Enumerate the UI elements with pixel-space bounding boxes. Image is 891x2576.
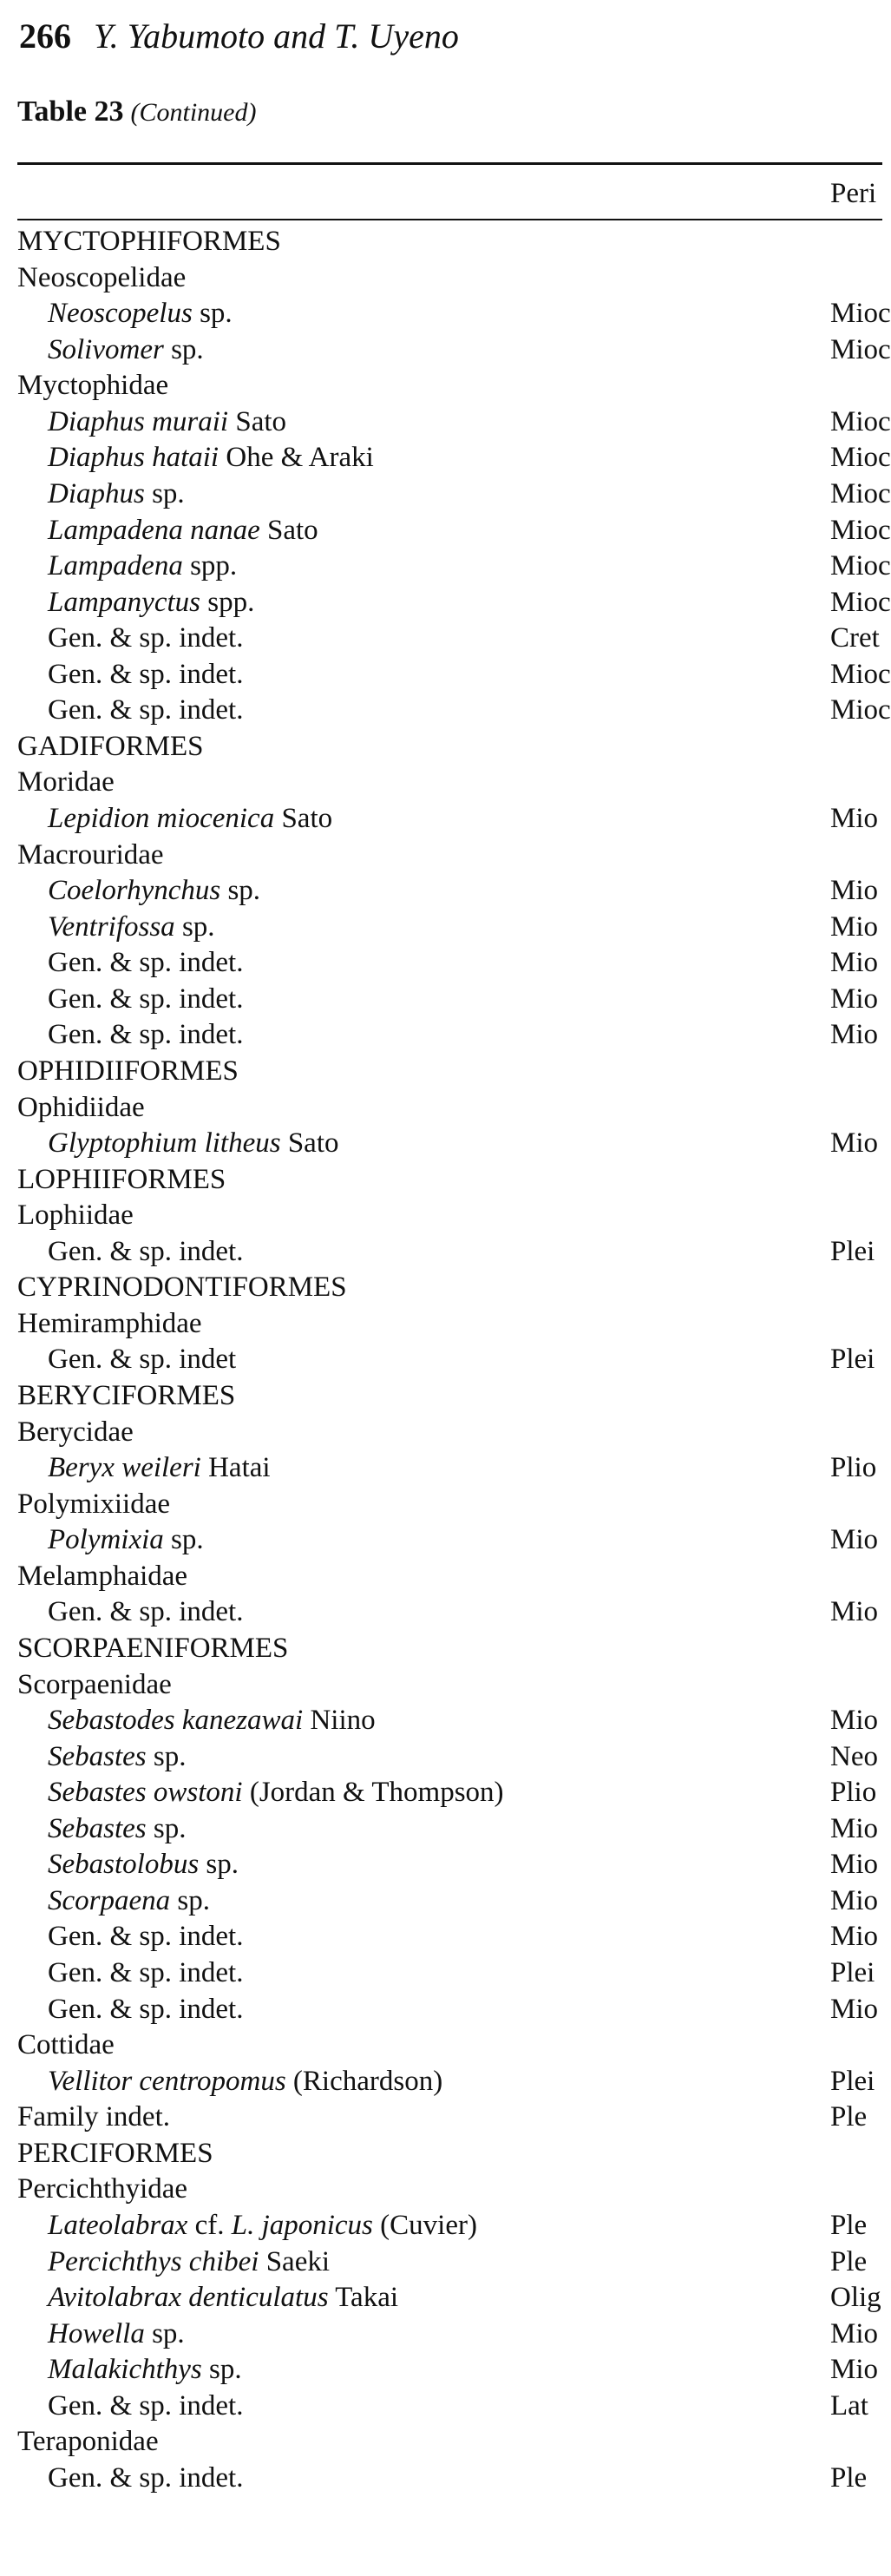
- taxon-italic: Beryx weileri: [48, 1452, 201, 1484]
- taxon-name: [48, 1847, 239, 1883]
- period-cell: Mio: [830, 947, 879, 979]
- taxon-name: [48, 2461, 243, 2497]
- taxon-roman: Melamphaidae: [17, 1560, 188, 1592]
- taxon-roman: Ohe & Araki: [219, 442, 374, 474]
- taxon-name: [48, 332, 204, 369]
- taxon-italic: Ventrifossa: [48, 910, 175, 943]
- taxon-roman: Cottidae: [17, 2029, 115, 2061]
- taxon-name: [48, 1811, 187, 1848]
- taxon-group-row: [0, 1054, 882, 1090]
- taxon-italic: Lepidion miocenica: [48, 803, 275, 834]
- taxon-name: [48, 693, 243, 729]
- taxon-roman: Gen. & sp. indet.: [48, 1921, 244, 1953]
- period-cell: Plei: [830, 1235, 875, 1267]
- taxon-row: [0, 1883, 882, 1920]
- taxon-name: [48, 1992, 243, 2028]
- taxon-roman: CYPRINODONTIFORMES: [17, 1272, 347, 1304]
- taxon-roman: GADIFORMES: [17, 730, 204, 762]
- taxon-italic: Malakichthys: [48, 2354, 202, 2386]
- taxon-row: [0, 1234, 882, 1271]
- taxon-roman: sp.: [201, 2354, 242, 2386]
- taxon-name: [17, 1306, 202, 1343]
- taxon-roman: Scorpaenidae: [17, 1668, 172, 1700]
- taxon-name: [48, 873, 260, 910]
- taxon-group-row: [0, 1631, 882, 1667]
- taxon-roman: Percichthyidae: [17, 2173, 188, 2205]
- taxon-group-row: [0, 1306, 882, 1343]
- period-cell: Mioc: [830, 550, 891, 582]
- column-header-period: Peri: [830, 178, 877, 209]
- taxon-roman: Polymixiidae: [17, 1488, 170, 1520]
- taxon-name: [48, 585, 254, 621]
- taxon-name: [48, 476, 185, 513]
- taxon-roman: sp.: [144, 2317, 185, 2349]
- taxon-name: [17, 260, 186, 297]
- period-cell: Plei: [830, 2065, 875, 2097]
- period-cell: Mio: [830, 2317, 879, 2349]
- taxon-row: [0, 1992, 882, 2028]
- taxon-roman: Gen. & sp. indet.: [48, 694, 244, 726]
- taxon-row: [0, 476, 891, 513]
- period-cell: Mioc: [830, 694, 891, 726]
- taxon-row: [0, 1703, 882, 1739]
- period-cell: Mio: [830, 875, 879, 907]
- taxon-roman: Macrouridae: [17, 838, 164, 871]
- taxon-group-row: [0, 1270, 882, 1306]
- taxon-name: [48, 1594, 243, 1631]
- taxon-group-row: [0, 765, 882, 801]
- taxon-group-row: [0, 2424, 882, 2461]
- period-cell: Mio: [830, 1849, 879, 1881]
- taxon-group-row: [0, 1559, 882, 1595]
- taxon-row: [0, 910, 882, 946]
- taxon-roman: (Jordan & Thompson): [242, 1777, 504, 1809]
- taxon-name: [48, 1234, 243, 1271]
- taxon-row: [0, 1450, 882, 1487]
- taxon-group-row: [0, 368, 882, 404]
- period-cell: Mio: [830, 1993, 879, 2025]
- taxon-roman: spp.: [182, 550, 238, 582]
- taxon-name: [17, 1631, 288, 1667]
- taxon-group-row: [0, 2100, 882, 2136]
- period-cell: Ple: [830, 2209, 868, 2241]
- taxon-row: [0, 693, 891, 729]
- taxon-group-row: [0, 260, 882, 297]
- taxon-italic: Sebastodes kanezawai: [48, 1705, 304, 1737]
- taxon-name: [48, 296, 233, 332]
- taxon-group-row: [0, 1378, 882, 1415]
- taxon-italic: Sebastes: [48, 1740, 147, 1772]
- taxon-roman: BERYCIFORMES: [17, 1380, 236, 1411]
- period-cell: Plei: [830, 1957, 875, 1988]
- taxon-italic: Lampadena nanae: [48, 514, 260, 546]
- taxon-italic: Vellitor centropomus: [48, 2065, 286, 2097]
- table-continued-note: (Continued): [130, 98, 257, 127]
- taxon-roman: Neoscopelidae: [17, 261, 187, 293]
- taxon-row: [0, 982, 882, 1018]
- taxon-italic: Lateolabrax: [48, 2209, 188, 2241]
- taxon-roman: (Richardson): [285, 2065, 443, 2097]
- taxon-row: [0, 945, 882, 982]
- taxon-name: [48, 2280, 398, 2316]
- taxon-row: [0, 1775, 882, 1811]
- period-cell: Mio: [830, 2354, 879, 2386]
- taxon-roman: sp.: [174, 910, 215, 943]
- taxon-name: [48, 1450, 271, 1487]
- period-cell: Plei: [830, 1344, 875, 1376]
- taxon-roman: Sato: [259, 514, 318, 546]
- period-cell: Mio: [830, 1812, 879, 1844]
- period-cell: Mio: [830, 803, 879, 834]
- taxon-group-row: [0, 224, 882, 260]
- taxon-name: [17, 2172, 187, 2208]
- taxon-roman: Sato: [228, 405, 287, 437]
- taxon-italic: Sebastolobus: [48, 1849, 200, 1881]
- taxon-group-row: [0, 2172, 882, 2208]
- taxon-name: [48, 657, 243, 693]
- taxon-row: [0, 1342, 882, 1378]
- taxon-roman: Sato: [280, 1127, 339, 1160]
- taxon-name: [17, 1090, 145, 1127]
- taxon-name: [48, 2352, 242, 2389]
- page-number: 266: [19, 16, 71, 56]
- taxon-italic: L. japonicus: [231, 2209, 373, 2241]
- taxon-roman: Gen. & sp. indet.: [48, 2389, 244, 2422]
- taxon-row: [0, 2280, 882, 2316]
- taxon-roman: OPHIDIIFORMES: [17, 1055, 239, 1087]
- period-cell: Mio: [830, 1884, 879, 1916]
- taxon-group-row: [0, 838, 882, 874]
- period-cell: Mio: [830, 1705, 879, 1737]
- period-cell: Mio: [830, 1127, 879, 1160]
- taxon-roman: sp.: [163, 333, 204, 365]
- period-cell: Mioc: [830, 514, 891, 546]
- taxon-name: [17, 729, 204, 766]
- taxon-name: [48, 404, 286, 441]
- authors: Y. Yabumoto and T. Uyeno: [94, 16, 459, 56]
- taxon-roman: Hemiramphidae: [17, 1307, 202, 1339]
- taxon-name: [48, 801, 332, 838]
- taxon-roman: Niino: [303, 1705, 376, 1737]
- taxon-roman: PERCIFORMES: [17, 2137, 213, 2169]
- period-cell: Mioc: [830, 586, 891, 618]
- taxon-name: [48, 1703, 376, 1739]
- taxon-name: [48, 2244, 330, 2281]
- table-top-rule: [17, 162, 882, 165]
- taxon-group-row: [0, 1667, 882, 1704]
- period-cell: Mio: [830, 1524, 879, 1556]
- taxon-name: [17, 1559, 187, 1595]
- taxon-name: [48, 1955, 243, 1992]
- period-cell: Mio: [830, 1019, 879, 1051]
- taxon-roman: sp.: [146, 1740, 187, 1772]
- taxon-name: [17, 1415, 134, 1451]
- taxon-row: [0, 513, 891, 549]
- taxon-name: [17, 2424, 159, 2461]
- taxon-roman: Gen. & sp. indet.: [48, 1235, 244, 1267]
- taxon-row: [0, 2208, 882, 2244]
- taxon-roman: sp.: [220, 875, 261, 907]
- taxon-name: [48, 1883, 210, 1920]
- taxon-row: [0, 1847, 882, 1883]
- taxon-italic: Glyptophium litheus: [48, 1127, 281, 1160]
- taxon-row: [0, 1955, 882, 1992]
- taxon-name: [17, 1162, 226, 1199]
- taxon-name: [17, 1054, 239, 1090]
- taxon-name: [17, 224, 281, 260]
- period-cell: Mioc: [830, 405, 891, 437]
- taxon-group-row: [0, 1487, 882, 1523]
- taxon-row: [0, 585, 891, 621]
- taxon-roman: Lophiidae: [17, 1199, 134, 1232]
- taxon-italic: Neoscopelus: [48, 298, 193, 330]
- taxon-group-row: [0, 1198, 882, 1234]
- taxon-name: [48, 2064, 442, 2100]
- taxon-name: [48, 1739, 187, 1776]
- period-cell: Cret: [830, 622, 880, 654]
- taxon-roman: Gen. & sp. indet.: [48, 982, 244, 1015]
- taxon-italic: Percichthys chibei: [48, 2245, 259, 2277]
- table-body: [0, 224, 891, 2496]
- taxon-roman: MYCTOPHIFORMES: [17, 226, 281, 257]
- taxon-roman: Myctophidae: [17, 370, 169, 402]
- taxon-roman: Gen. & sp. indet.: [48, 1596, 244, 1628]
- taxon-name: [17, 1198, 134, 1234]
- period-cell: Mio: [830, 982, 879, 1015]
- taxon-row: [0, 1126, 882, 1162]
- taxon-name: [17, 1378, 235, 1415]
- taxon-name: [48, 621, 243, 657]
- taxon-name: [17, 2027, 115, 2064]
- taxon-name: [48, 1342, 236, 1378]
- taxon-italic: Howella: [48, 2317, 145, 2349]
- taxon-roman: Takai: [328, 2282, 399, 2314]
- period-cell: Neo: [830, 1740, 878, 1772]
- period-cell: Lat: [830, 2389, 868, 2422]
- taxon-roman: Family indet.: [17, 2101, 170, 2133]
- taxon-group-row: [0, 1415, 882, 1451]
- taxon-name: [48, 513, 318, 549]
- table-caption: [17, 95, 257, 128]
- taxon-name: [17, 838, 164, 874]
- period-cell: Ple: [830, 2461, 868, 2494]
- period-cell: Mioc: [830, 442, 891, 474]
- taxon-row: [0, 1017, 882, 1054]
- period-cell: Mio: [830, 910, 879, 943]
- taxon-row: [0, 1811, 882, 1848]
- taxon-roman: Berycidae: [17, 1416, 134, 1448]
- taxon-name: [17, 1487, 170, 1523]
- table-label: Table 23: [17, 95, 124, 128]
- taxon-roman: sp.: [146, 1812, 187, 1844]
- taxon-roman: Gen. & sp. indet: [48, 1344, 237, 1376]
- taxon-row: [0, 801, 882, 838]
- taxon-roman: cf.: [187, 2209, 232, 2241]
- taxon-italic: Lampadena: [48, 550, 183, 582]
- taxon-group-row: [0, 1162, 882, 1199]
- taxon-italic: Scorpaena: [48, 1884, 171, 1916]
- taxon-roman: sp.: [170, 1884, 210, 1916]
- taxon-row: [0, 2352, 882, 2389]
- taxon-row: [0, 2316, 882, 2353]
- taxon-group-row: [0, 729, 882, 766]
- taxon-row: [0, 657, 891, 693]
- period-cell: Mioc: [830, 298, 891, 330]
- taxon-italic: Diaphus muraii: [48, 405, 229, 437]
- taxon-roman: Gen. & sp. indet.: [48, 1019, 244, 1051]
- taxon-group-row: [0, 2136, 882, 2172]
- taxon-italic: Diaphus hataii: [48, 442, 219, 474]
- taxon-name: [48, 945, 243, 982]
- taxon-italic: Polymixia: [48, 1524, 164, 1556]
- taxon-italic: Lampanyctus: [48, 586, 200, 618]
- taxon-group-row: [0, 1090, 882, 1127]
- taxon-roman: Gen. & sp. indet.: [48, 658, 244, 690]
- taxon-name: [48, 2389, 243, 2425]
- taxon-name: [17, 765, 115, 801]
- running-head: [19, 16, 459, 56]
- taxon-roman: Saeki: [259, 2245, 331, 2277]
- taxon-row: [0, 1522, 882, 1559]
- taxon-name: [17, 2100, 170, 2136]
- period-cell: Plio: [830, 1452, 877, 1484]
- taxon-row: [0, 296, 891, 332]
- taxon-group-row: [0, 2027, 882, 2064]
- taxon-name: [17, 2136, 213, 2172]
- taxon-name: [48, 2316, 185, 2353]
- taxon-row: [0, 2244, 882, 2281]
- taxon-roman: Teraponidae: [17, 2426, 159, 2458]
- taxon-name: [48, 549, 237, 585]
- taxon-row: [0, 2461, 882, 2497]
- taxon-name: [48, 1919, 243, 1955]
- taxon-row: [0, 440, 891, 476]
- taxon-roman: Hatai: [200, 1452, 271, 1484]
- taxon-name: [48, 1775, 504, 1811]
- taxon-roman: SCORPAENIFORMES: [17, 1632, 289, 1664]
- period-cell: Mio: [830, 1921, 879, 1953]
- taxon-roman: sp.: [192, 298, 233, 330]
- taxon-row: [0, 1594, 882, 1631]
- taxon-roman: sp.: [163, 1524, 204, 1556]
- taxon-roman: Gen. & sp. indet.: [48, 1993, 244, 2025]
- taxon-roman: Moridae: [17, 766, 115, 798]
- taxon-row: [0, 1739, 882, 1776]
- taxon-roman: Gen. & sp. indet.: [48, 947, 244, 979]
- taxon-roman: Gen. & sp. indet.: [48, 622, 244, 654]
- period-cell: Mio: [830, 1596, 879, 1628]
- taxon-row: [0, 873, 882, 910]
- taxon-name: [48, 1126, 338, 1162]
- period-cell: Plio: [830, 1777, 877, 1809]
- taxon-roman: Ophidiidae: [17, 1091, 145, 1123]
- taxon-row: [0, 1919, 882, 1955]
- taxon-name: [48, 440, 374, 476]
- taxon-roman: sp.: [144, 477, 185, 509]
- taxon-name: [17, 1667, 172, 1704]
- period-cell: Mioc: [830, 477, 891, 509]
- period-cell: Mioc: [830, 658, 891, 690]
- period-cell: Mioc: [830, 333, 891, 365]
- taxon-italic: Sebastes: [48, 1812, 147, 1844]
- taxon-roman: Gen. & sp. indet.: [48, 2461, 244, 2494]
- taxon-row: [0, 621, 882, 657]
- taxon-roman: sp.: [199, 1849, 239, 1881]
- taxon-italic: Sebastes owstoni: [48, 1777, 243, 1809]
- taxon-name: [48, 982, 243, 1018]
- taxon-name: [48, 910, 215, 946]
- taxon-italic: Coelorhynchus: [48, 875, 221, 907]
- taxon-name: [48, 1017, 243, 1054]
- taxon-row: [0, 549, 891, 585]
- taxon-row: [0, 332, 891, 369]
- taxon-roman: Gen. & sp. indet.: [48, 1957, 244, 1988]
- taxon-roman: Sato: [274, 803, 333, 834]
- period-cell: Ple: [830, 2245, 868, 2277]
- taxon-italic: Solivomer: [48, 333, 164, 365]
- taxon-italic: Avitolabrax denticulatus: [48, 2282, 329, 2314]
- taxon-row: [0, 404, 891, 441]
- taxon-roman: (Cuvier): [372, 2209, 477, 2241]
- taxon-italic: Diaphus: [48, 477, 145, 509]
- taxon-roman: LOPHIIFORMES: [17, 1163, 226, 1195]
- taxon-row: [0, 2389, 882, 2425]
- taxon-name: [17, 1270, 347, 1306]
- table-header-rule: [17, 219, 882, 220]
- taxon-roman: spp.: [200, 586, 255, 618]
- period-cell: Olig: [830, 2282, 881, 2314]
- taxon-name: [48, 1522, 204, 1559]
- taxon-name: [17, 368, 168, 404]
- taxon-name: [48, 2208, 477, 2244]
- taxon-row: [0, 2064, 882, 2100]
- period-cell: Ple: [830, 2101, 868, 2133]
